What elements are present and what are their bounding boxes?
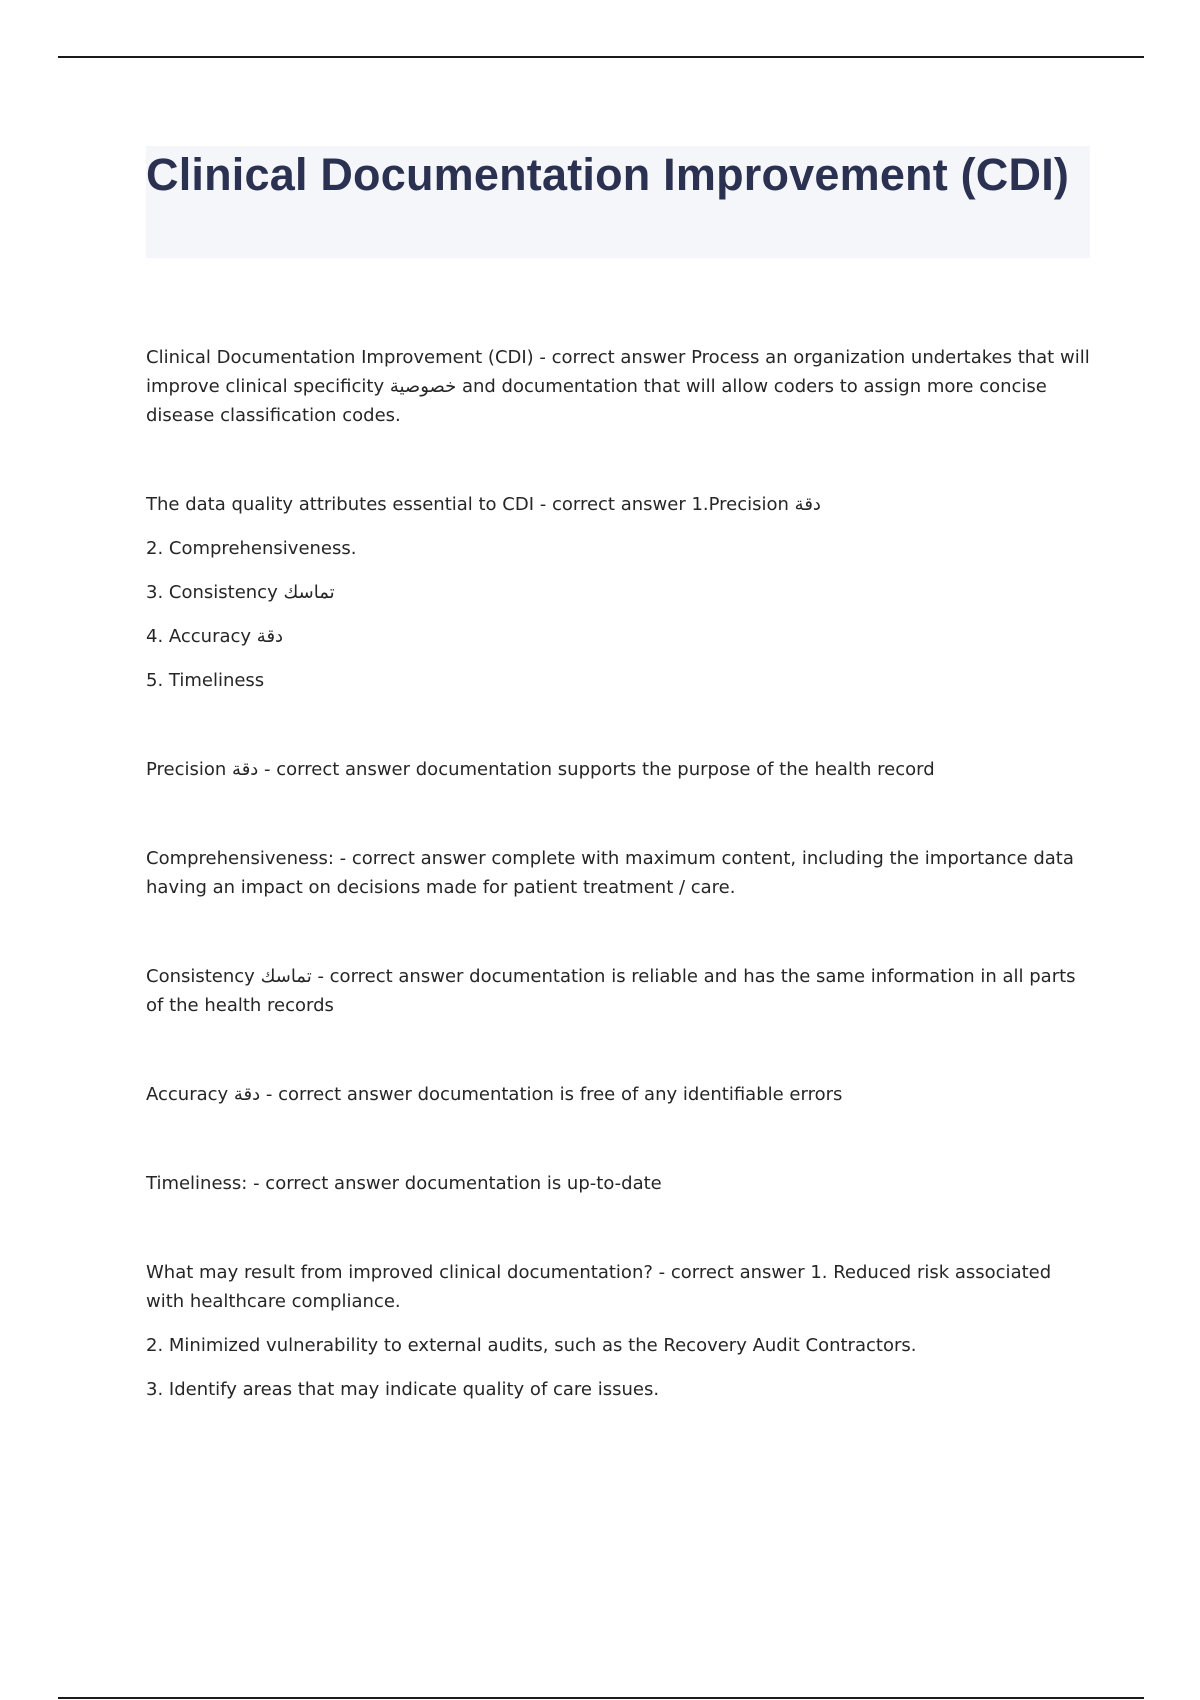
entry-line: Timeliness: - correct answer documentation is up-to-date [146, 1173, 662, 1194]
document-content [146, 343, 1090, 1404]
qa-entry [146, 844, 1090, 902]
qa-entry [146, 1258, 1090, 1404]
entry-line: 2. Minimized vulnerability to external audits, such as the Recovery Audit Contractors. [146, 1335, 917, 1356]
document-title: Clinical Documentation Improvement (CDI) [146, 149, 1070, 200]
entry-line: What may result from improved clinical documentation? - correct answer 1. Reduced risk associated with healthcare compliance. [146, 1262, 1052, 1312]
qa-entry [146, 1169, 1090, 1198]
entry-line: Consistency تماسك - correct answer documentation is reliable and has the same information in all parts of the health records [146, 966, 1076, 1016]
qa-entry [146, 755, 1090, 784]
entry-line: 2. Comprehensiveness. [146, 538, 357, 559]
entry-line: 3. Identify areas that may indicate quality of care issues. [146, 1379, 660, 1400]
entry-line: Precision دقة - correct answer documentation supports the purpose of the health record [146, 759, 935, 780]
entry-line: 3. Consistency تماسك [146, 582, 335, 603]
header-rule [58, 56, 1144, 58]
qa-entry [146, 1080, 1090, 1109]
qa-entry [146, 343, 1090, 430]
qa-entry [146, 962, 1090, 1020]
entry-line: The data quality attributes essential to CDI - correct answer 1.Precision دقة [146, 494, 821, 515]
qa-entry [146, 490, 1090, 695]
document-page [146, 146, 1090, 1404]
footer-rule [58, 1697, 1144, 1699]
entry-line: Comprehensiveness: - correct answer complete with maximum content, including the importance data having an impact on decisions made for patient treatment / care. [146, 848, 1074, 898]
title-banner [146, 146, 1090, 258]
entry-line: Accuracy دقة - correct answer documentation is free of any identifiable errors [146, 1084, 843, 1105]
entry-line: Clinical Documentation Improvement (CDI) - correct answer Process an organization undertakes that will improve clinical specificity خصوصية and documentation that will allow coders to assign more concise disease classification codes. [146, 347, 1090, 426]
entry-line: 4. Accuracy دقة [146, 626, 284, 647]
entry-line: 5. Timeliness [146, 670, 265, 691]
